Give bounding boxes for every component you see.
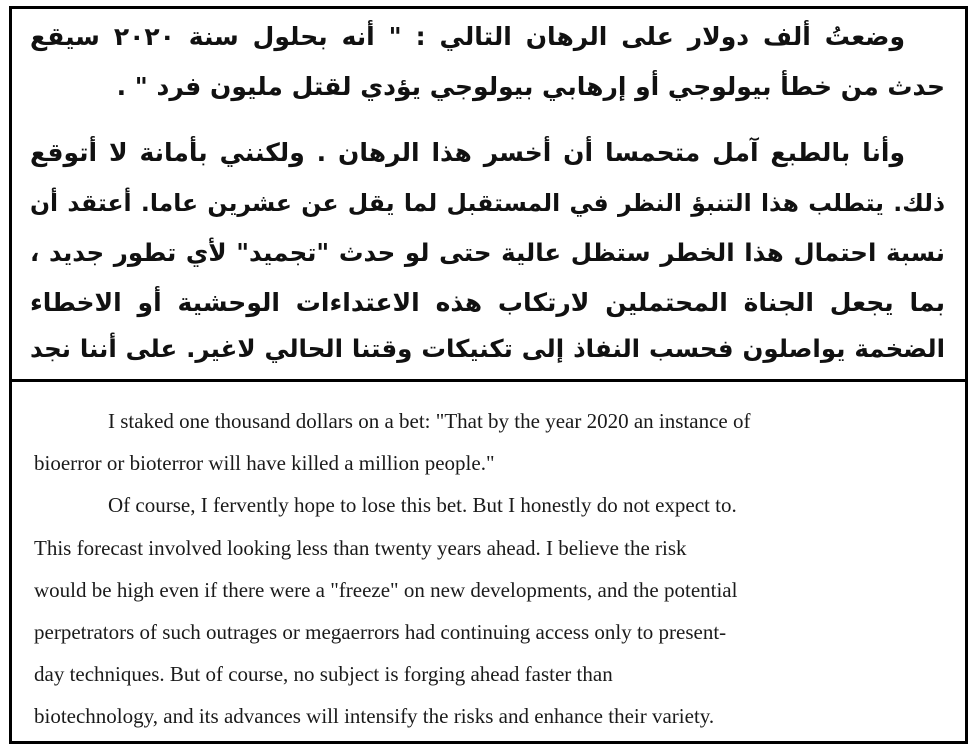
english-line: day techniques. But of course, no subject is forging ahead faster than	[34, 662, 613, 686]
english-line: I staked one thousand dollars on a bet: "That by the year 2020 an instance of	[108, 409, 751, 433]
english-line: would be high even if there were a "freeze" on new developments, and the potential	[34, 578, 738, 602]
english-line: Of course, I fervently hope to lose this bet. But I honestly do not expect to.	[108, 493, 737, 517]
arabic-line: نسبة احتمال هذا الخطر ستظل عالية حتى لو حدث "تجميد" لأي تطور جديد ،	[30, 238, 945, 267]
arabic-line: وأنا بالطبع آمل متحمسا أن أخسر هذا الرهان . ولكنني بأمانة لا أتوقع	[30, 138, 905, 167]
english-line: This forecast involved looking less than twenty years ahead. I believe the risk	[34, 536, 687, 560]
english-line: perpetrators of such outrages or megaerrors had continuing access only to present-	[34, 620, 727, 644]
arabic-line: حدث من خطأ بيولوجي أو إرهابي بيولوجي يؤدي لقتل مليون فرد " .	[116, 72, 945, 101]
arabic-line: الضخمة يواصلون فحسب النفاذ إلى تكنيكات وقتنا الحالي لاغير. على أننا نجد	[30, 334, 945, 363]
english-line: biotechnology, and its advances will intensify the risks and enhance their variety.	[34, 704, 715, 728]
arabic-line: ذلك. يتطلب هذا التنبؤ النظر في المستقبل لما يقل عن عشرين عاما. أعتقد أن	[30, 189, 945, 217]
arabic-text-block	[12, 9, 965, 379]
arabic-line: بما يجعل الجناة المحتملين لارتكاب هذه الاعتداءات الوحشية أو الاخطاء	[30, 288, 945, 317]
english-line: bioerror or bioterror will have killed a million people."	[34, 451, 495, 475]
document-frame	[9, 6, 968, 744]
arabic-line: وضعتُ ألف دولار على الرهان التالي : " أنه بحلول سنة ٢٠٢٠ سيقع	[30, 22, 905, 51]
english-text-block	[12, 382, 965, 741]
